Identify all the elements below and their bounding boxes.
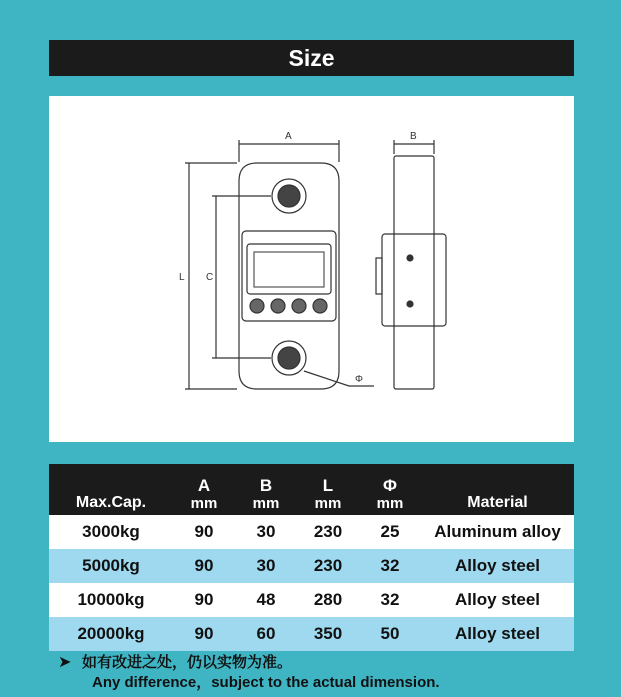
cell-b: 48 (235, 583, 297, 617)
table-row (49, 617, 574, 651)
dimension-drawing (49, 96, 574, 442)
cell-b: 30 (235, 549, 297, 583)
cell-capacity: 20000kg (49, 617, 173, 651)
section-title-text: Size (288, 44, 335, 71)
table-row (49, 583, 574, 617)
table-header-row (49, 464, 574, 515)
dim-label-b: B (410, 131, 417, 142)
table-row (49, 549, 574, 583)
footer-note-cn: ➤ 如有改进之处，仍以实物为准。 (58, 654, 293, 671)
col-header-capacity: Max.Cap. (49, 464, 173, 515)
cell-capacity: 5000kg (49, 549, 173, 583)
col-header-b: B mm (235, 464, 297, 515)
cell-phi: 50 (359, 617, 421, 651)
arrow-icon: ➤ (58, 654, 72, 671)
cell-b: 30 (235, 515, 297, 549)
section-title (49, 40, 574, 76)
col-header-material: Material (421, 464, 574, 515)
dim-label-a: A (285, 131, 292, 142)
col-header-l: L mm (297, 464, 359, 515)
cell-b: 60 (235, 617, 297, 651)
cell-material: Alloy steel (421, 617, 574, 651)
cell-l: 350 (297, 617, 359, 651)
side-view-body (394, 156, 434, 389)
side-view-housing (382, 234, 446, 326)
cell-material: Alloy steel (421, 583, 574, 617)
col-header-phi: Φ mm (359, 464, 421, 515)
footer-note-en: Any difference，subject to the actual dimension. (92, 674, 440, 691)
cell-l: 230 (297, 515, 359, 549)
cell-a: 90 (173, 515, 235, 549)
dimension-drawing-svg (49, 96, 574, 442)
dim-label-l: L (179, 272, 185, 283)
cell-phi: 25 (359, 515, 421, 549)
cell-capacity: 3000kg (49, 515, 173, 549)
cell-a: 90 (173, 617, 235, 651)
cell-l: 230 (297, 549, 359, 583)
cell-a: 90 (173, 549, 235, 583)
table-row (49, 515, 574, 549)
col-header-a: A mm (173, 464, 235, 515)
spec-table (49, 464, 574, 651)
cell-l: 280 (297, 583, 359, 617)
cell-material: Alloy steel (421, 549, 574, 583)
cell-phi: 32 (359, 583, 421, 617)
footer-note (58, 653, 578, 693)
cell-phi: 32 (359, 549, 421, 583)
cell-material: Aluminum alloy (421, 515, 574, 549)
dim-label-phi: Φ (355, 374, 363, 385)
keypad-buttons (250, 299, 327, 313)
cell-capacity: 10000kg (49, 583, 173, 617)
cell-a: 90 (173, 583, 235, 617)
dim-label-c: C (206, 272, 214, 283)
lcd-screen (254, 252, 324, 287)
